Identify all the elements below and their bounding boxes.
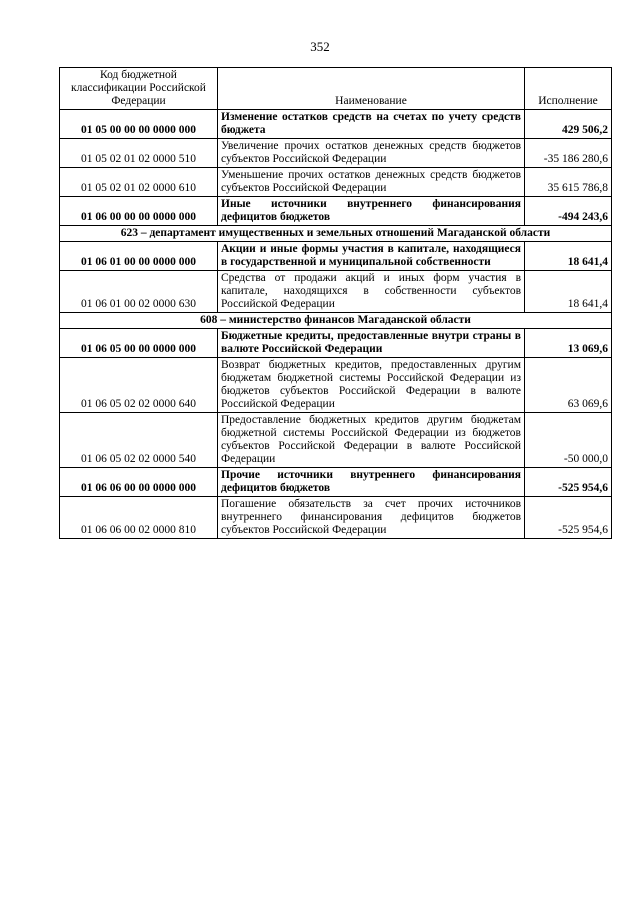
cell-code: 01 06 00 00 00 0000 000 — [60, 197, 218, 226]
cell-code: 01 06 01 00 02 0000 630 — [60, 271, 218, 313]
cell-name: Предоставление бюджетных кредитов другим бюджетам бюджетной системы Российской Федерации из бюджетов субъектов Российской Федерации в валюте Российской Федерации — [218, 413, 525, 468]
table-row — [60, 329, 612, 358]
cell-code: 01 06 05 02 02 0000 540 — [60, 413, 218, 468]
cell-name: Акции и иные формы участия в капитале, находящиеся в государственной и муниципальной собственности — [218, 242, 525, 271]
cell-code: 01 06 06 00 02 0000 810 — [60, 497, 218, 539]
cell-value: 13 069,6 — [525, 329, 612, 358]
table-row — [60, 413, 612, 468]
table-header-row — [60, 68, 612, 110]
header-code: Код бюджетной классификации Российской Федерации — [60, 68, 218, 110]
table-body — [60, 110, 612, 539]
cell-value: 18 641,4 — [525, 242, 612, 271]
table-row — [60, 358, 612, 413]
cell-value: -494 243,6 — [525, 197, 612, 226]
cell-name: Иные источники внутреннего финансирования дефицитов бюджетов — [218, 197, 525, 226]
cell-code: 01 05 02 01 02 0000 610 — [60, 168, 218, 197]
cell-value: 63 069,6 — [525, 358, 612, 413]
header-value: Исполнение — [525, 68, 612, 110]
table-row — [60, 271, 612, 313]
page-number: 352 — [310, 39, 330, 54]
cell-name: Погашение обязательств за счет прочих источников внутреннего финансирования дефицитов бюджетов субъектов Российской Федерации — [218, 497, 525, 539]
cell-code: 01 06 05 02 02 0000 640 — [60, 358, 218, 413]
table-row — [60, 197, 612, 226]
cell-code: 01 06 06 00 00 0000 000 — [60, 468, 218, 497]
cell-value: -35 186 280,6 — [525, 139, 612, 168]
cell-value: -525 954,6 — [525, 468, 612, 497]
cell-name: Увеличение прочих остатков денежных средств бюджетов субъектов Российской Федерации — [218, 139, 525, 168]
table-row — [60, 168, 612, 197]
cell-value: 429 506,2 — [525, 110, 612, 139]
cell-value: -50 000,0 — [525, 413, 612, 468]
cell-code: 01 06 05 00 00 0000 000 — [60, 329, 218, 358]
cell-name: Бюджетные кредиты, предоставленные внутри страны в валюте Российской Федерации — [218, 329, 525, 358]
cell-code: 01 05 02 01 02 0000 510 — [60, 139, 218, 168]
cell-name: Средства от продажи акций и иных форм участия в капитале, находящихся в собственности субъектов Российской Федерации — [218, 271, 525, 313]
section-title: 608 – министерство финансов Магаданской области — [60, 313, 612, 329]
header-name: Наименование — [218, 68, 525, 110]
cell-value: -525 954,6 — [525, 497, 612, 539]
table-section-row — [60, 313, 612, 329]
cell-code: 01 05 00 00 00 0000 000 — [60, 110, 218, 139]
table-section-row — [60, 226, 612, 242]
cell-name: Уменьшение прочих остатков денежных средств бюджетов субъектов Российской Федерации — [218, 168, 525, 197]
cell-value: 35 615 786,8 — [525, 168, 612, 197]
table-row — [60, 468, 612, 497]
cell-name: Возврат бюджетных кредитов, предоставленных другим бюджетам бюджетной системы Российской Федерации из бюджетов субъектов Российской Федерации в валюте Российской Федерации — [218, 358, 525, 413]
section-title: 623 – департамент имущественных и земельных отношений Магаданской области — [60, 226, 612, 242]
cell-value: 18 641,4 — [525, 271, 612, 313]
budget-sources-table — [59, 67, 612, 539]
cell-name: Изменение остатков средств на счетах по учету средств бюджета — [218, 110, 525, 139]
table-row — [60, 497, 612, 539]
cell-name: Прочие источники внутреннего финансирования дефицитов бюджетов — [218, 468, 525, 497]
table-row — [60, 110, 612, 139]
table-row — [60, 139, 612, 168]
cell-code: 01 06 01 00 00 0000 000 — [60, 242, 218, 271]
table-row — [60, 242, 612, 271]
